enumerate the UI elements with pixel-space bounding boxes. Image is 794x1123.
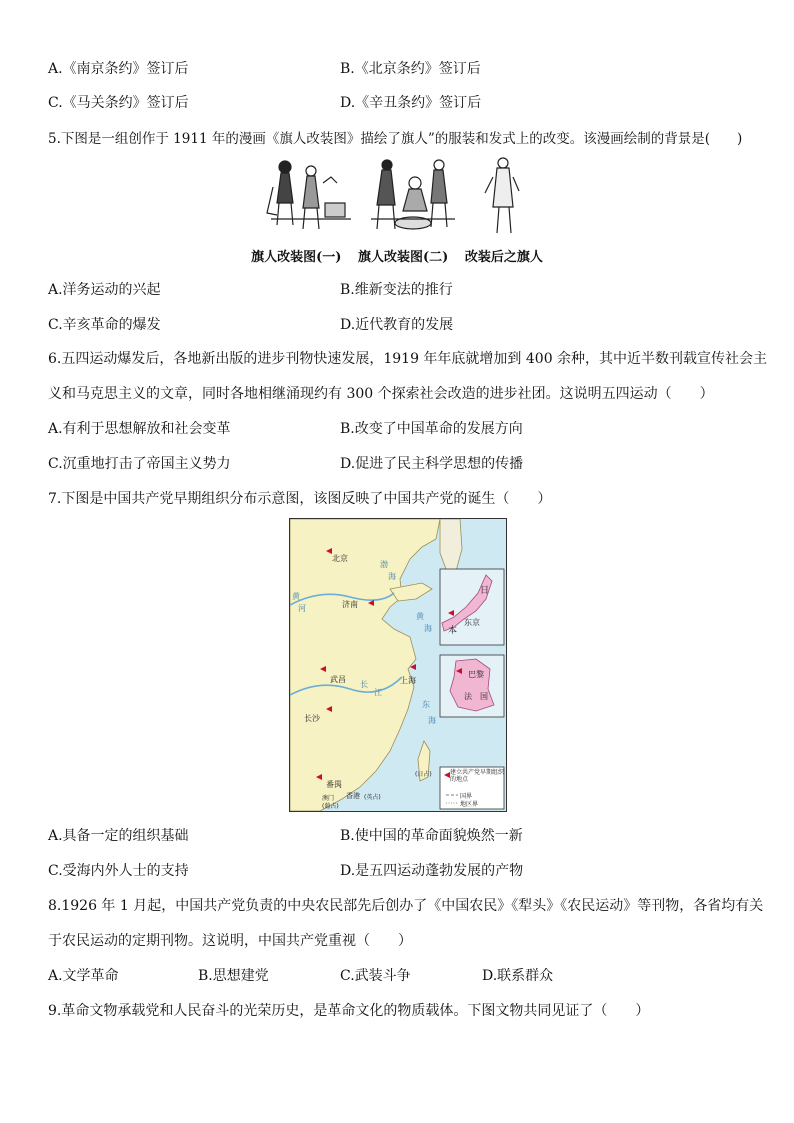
q8-option-c: C.武装斗争	[340, 968, 411, 984]
q5-stem: 5.下图是一组创作于 1911 年的漫画《旗人改装图》描绘了旗人”的服装和发式上的改变。该漫画绘制的背景是( )	[48, 131, 743, 147]
river-label-1: 黄	[292, 592, 300, 601]
sea-label-3: 黄	[416, 612, 424, 621]
q6-option-a: A.有利于思想解放和社会变革	[48, 421, 231, 437]
city-panyu: 番禺	[326, 780, 342, 789]
japan-label-1: 日	[480, 586, 490, 596]
comic-panel-2	[371, 160, 455, 229]
city-changsha: 长沙	[304, 714, 320, 723]
ccp-early-organizations-map	[289, 518, 507, 812]
city-tokyo: 东京	[464, 618, 480, 627]
q5-option-a: A.洋务运动的兴起	[48, 282, 161, 298]
qiren-comic-image	[263, 153, 535, 239]
q8-stem-line1: 8.1926 年 1 月起，中国共产党负责的中央农民部先后创办了《中国农民》《犁头》《农民运动》等刊物，各省均有关	[48, 898, 764, 914]
river-label-4: 江	[374, 688, 382, 697]
sea-label-1: 渤	[380, 560, 388, 569]
q7-option-b: B.使中国的革命面貌焕然一新	[340, 828, 523, 844]
option-c: C.《马关条约》签订后	[48, 95, 189, 111]
comic-captions	[0, 246, 794, 265]
q5-option-b: B.维新变法的推行	[340, 282, 453, 298]
q7-option-d: D.是五四运动蓬勃发展的产物	[340, 863, 524, 879]
option-b: B.《北京条约》签订后	[340, 61, 481, 77]
caption-3: 改装后之旗人	[464, 250, 543, 265]
taiwan-note: (日占)	[415, 771, 432, 778]
macau-note: (葡占)	[322, 803, 339, 810]
city-jinan: 济南	[342, 600, 358, 609]
comic-panel-1	[267, 161, 351, 229]
q6-stem-line1: 6.五四运动爆发后，各地新出版的进步刊物快速发展，1919 年年底就增加到 400 余种，其中近半数刊载宣传社会主	[48, 351, 768, 367]
city-beijing: 北京	[332, 554, 348, 563]
river-label-2: 河	[298, 604, 306, 613]
japan-label-2: 本	[448, 626, 458, 636]
option-d: D.《辛丑条约》签订后	[340, 95, 482, 111]
sea-label-2: 海	[388, 572, 396, 581]
city-wuchang: 武昌	[330, 675, 346, 684]
comic-panel-3	[485, 158, 519, 233]
city-paris: 巴黎	[468, 670, 484, 679]
hk-note: (英占)	[364, 794, 381, 801]
caption-1: 旗人改装图(一)	[251, 250, 342, 265]
q5-option-c: C.辛亥革命的爆发	[48, 317, 161, 333]
legend-region-border: 地区界	[460, 801, 479, 808]
france-label: 法 国	[464, 692, 488, 701]
q8-stem-line2: 于农民运动的定期刊物。这说明，中国共产党重视（ ）	[48, 933, 412, 949]
q7-stem: 7.下图是中国共产党早期组织分布示意图，该图反映了中国共产党的诞生（ ）	[48, 491, 552, 507]
legend-party-site: 建立共产党早期组织的地点	[450, 769, 505, 783]
river-label-3: 长	[360, 680, 368, 689]
legend-border: 国界	[460, 793, 473, 800]
sea-label-6: 海	[428, 716, 436, 725]
q8-option-a: A.文学革命	[48, 968, 119, 984]
q8-option-d: D.联系群众	[482, 968, 554, 984]
sea-label-5: 东	[422, 700, 430, 709]
q6-option-c: C.沉重地打击了帝国主义势力	[48, 456, 231, 472]
q8-option-b: B.思想建党	[198, 968, 269, 984]
q6-stem-line2: 义和马克思主义的文章，同时各地相继涌现约有 300 个探索社会改造的进步社团。这说明五四运动（ ）	[48, 386, 714, 402]
q6-option-d: D.促进了民主科学思想的传播	[340, 456, 524, 472]
q7-option-c: C.受海内外人士的支持	[48, 863, 189, 879]
macau-label: 澳门	[322, 795, 335, 802]
city-shanghai: 上海	[400, 676, 416, 685]
q6-option-b: B.改变了中国革命的发展方向	[340, 421, 523, 437]
q9-stem: 9.革命文物承载党和人民奋斗的光荣历史，是革命文化的物质载体。下图文物共同见证了（ ）	[48, 1003, 650, 1019]
option-a: A.《南京条约》签订后	[48, 61, 189, 77]
caption-2: 旗人改装图(二)	[357, 250, 449, 265]
q5-option-d: D.近代教育的发展	[340, 317, 454, 333]
sea-label-4: 海	[424, 624, 432, 633]
q7-option-a: A.具备一定的组织基础	[48, 828, 189, 844]
city-hongkong: 香港	[346, 792, 360, 800]
